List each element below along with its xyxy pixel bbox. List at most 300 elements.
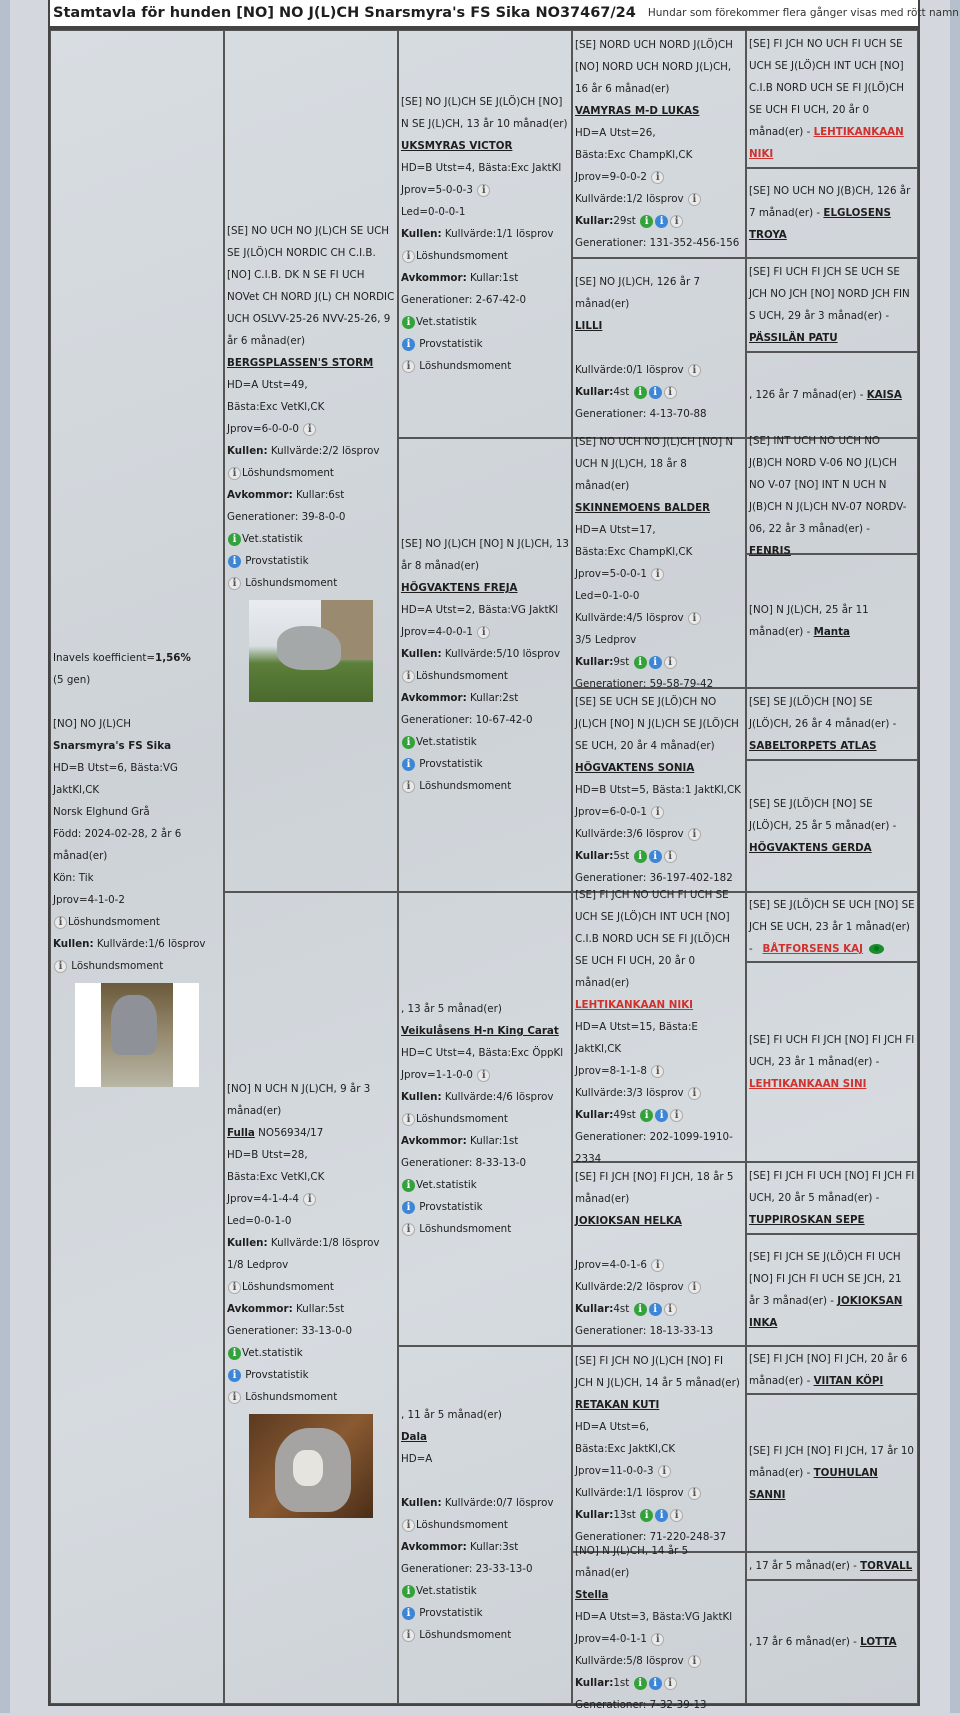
gp-ds-avkommor: Kullar:1st — [469, 1135, 519, 1147]
gp-dd-cell — [398, 1346, 572, 1704]
gp-dd-generations: Generationer: 23-33-13-0 — [401, 1563, 533, 1575]
sire-avkommor: Kullar:6st — [295, 489, 345, 501]
sire-kullen: Kullvärde:2/2 lösprov — [270, 445, 380, 457]
ggp-dsd-titles: [SE] FI JCH [NO] FI JCH, 18 år 5 månad(er) — [575, 1171, 734, 1205]
pedigree-grid — [48, 28, 920, 1711]
gp-sd-jprov: Jprov=4-0-0-1 — [401, 626, 473, 638]
ggp-sdd-kullar: 5st — [613, 850, 630, 862]
loshund-label[interactable]: Löshundsmoment — [416, 250, 508, 262]
ggp-dss-kullar: 49st — [613, 1109, 636, 1121]
gp-dd-avkommor: Kullar:3st — [469, 1541, 519, 1553]
info-gray-icon[interactable]: i — [688, 1487, 701, 1500]
info-blue-icon[interactable]: i — [228, 555, 241, 568]
info-gray-icon[interactable]: i — [664, 1677, 677, 1690]
gen4-text: [SE] SE J(LÖ)CH [NO] SE J(LÖ)CH, 25 år 5 månad(er) - — [749, 798, 897, 832]
ggp-ddd-generations: Generationer: 7-32-39-13 — [575, 1699, 707, 1711]
gp-dd-hd: HD=A — [401, 1453, 433, 1465]
prov-link[interactable]: Provstatistik — [419, 338, 483, 350]
info-gray-icon[interactable]: i — [651, 1633, 664, 1646]
gen4-name[interactable]: SABELTORPETS ATLAS — [749, 740, 877, 752]
info-green-icon[interactable]: i — [640, 215, 653, 228]
avkommor-label: Avkommor: — [401, 1541, 467, 1553]
gp-sd-name[interactable]: HÖGVAKTENS FREJA — [401, 582, 518, 594]
gen4-cell — [746, 435, 918, 557]
info-gray-icon[interactable]: i — [651, 1259, 664, 1272]
info-gray-icon[interactable]: i — [670, 1509, 683, 1522]
ggp-ssd-titles: [SE] NO J(L)CH, 126 år 7 månad(er) — [575, 276, 701, 310]
avkommor-label: Avkommor: — [401, 272, 467, 284]
info-gray-icon[interactable]: i — [228, 1391, 241, 1404]
gen4-name[interactable]: HÖGVAKTENS GERDA — [749, 842, 872, 854]
gp-ds-generations: Generationer: 8-33-13-0 — [401, 1157, 527, 1169]
gen4-name[interactable]: FENRIS — [749, 545, 791, 557]
info-blue-icon[interactable]: i — [655, 1109, 668, 1122]
gp-ss-avkommor: Kullar:1st — [469, 272, 519, 284]
subject-jprov: Jprov=4-1-0-2 — [53, 894, 125, 906]
gp-ds-kullen: Kullvärde:4/6 lösprov — [444, 1091, 554, 1103]
ggp-sds-titles: [SE] NO UCH NO J(L)CH [NO] N UCH N J(L)CH, 18 år 8 månad(er) — [575, 436, 734, 492]
kullen-label: Kullen: — [401, 1497, 442, 1509]
prov-link[interactable]: Provstatistik — [245, 1369, 309, 1381]
gp-ds-name[interactable]: Veikulåsens H-n King Carat — [401, 1025, 559, 1037]
info-green-icon[interactable]: i — [402, 736, 415, 749]
gp-ss-kullen: Kullvärde:1/1 lösprov — [444, 228, 554, 240]
gen4-text: [SE] FI JCH FI UCH [NO] FI JCH FI UCH, 20 år 5 månad(er) - — [749, 1170, 915, 1204]
info-gray-icon[interactable]: i — [664, 656, 677, 669]
info-blue-icon[interactable]: i — [655, 215, 668, 228]
gen4-text: [SE] FI JCH NO UCH FI UCH SE UCH SE J(LÖ)CH INT UCH [NO] C.I.B NORD UCH SE FI J(LÖ)CH SE UCH FI UCH, 20 år 0 månad(er) - — [749, 38, 905, 138]
sire-dog-photo[interactable] — [249, 600, 373, 702]
info-gray-icon[interactable]: i — [688, 1281, 701, 1294]
info-gray-icon[interactable]: i — [228, 577, 241, 590]
info-gray-icon[interactable]: i — [228, 467, 241, 480]
info-blue-icon[interactable]: i — [402, 1607, 415, 1620]
ggp-dss-titles: [SE] FI JCH NO UCH FI UCH SE UCH SE J(LÖ)CH INT UCH [NO] C.I.B NORD UCH SE FI J(LÖ)CH SE UCH FI UCH, 20 år 0 månad(er) — [575, 889, 731, 989]
gen4-name[interactable]: LEHTIKANKAAN SINI — [749, 1078, 867, 1090]
subject-kullen: Kullvärde:1/6 lösprov — [96, 938, 206, 950]
gp-sd-generations: Generationer: 10-67-42-0 — [401, 714, 533, 726]
gen4-text: [SE] FI JCH SE J(LÖ)CH FI UCH [NO] FI JCH FI UCH SE JCH, 21 år 3 månad(er) - — [749, 1251, 902, 1307]
loshund-label[interactable]: Löshundsmoment — [416, 670, 508, 682]
gen4-cell — [746, 1552, 918, 1580]
gen4-cell — [746, 962, 918, 1162]
sire-name[interactable]: BERGSPLASSEN'S STORM — [227, 357, 374, 369]
ggp-dds-kull: Kullvärde:1/1 lösprov — [575, 1487, 684, 1499]
ggp-sss-name[interactable]: VAMYRAS M-D LUKAS — [575, 105, 700, 117]
gen4-cell — [746, 1234, 918, 1346]
ggp-sdd-generations: Generationer: 36-197-402-182 — [575, 872, 733, 884]
subject-dog-photo[interactable] — [75, 983, 199, 1087]
gen4-text: [SE] FI JCH [NO] FI JCH, 17 år 10 månad(er) - — [749, 1445, 914, 1479]
loshund-label[interactable]: Löshundsmoment — [68, 916, 160, 928]
ggp-sds-cell — [572, 438, 746, 688]
ggp-sss-cell — [572, 30, 746, 258]
ggp-sss-generations: Generationer: 131-352-456-156 — [575, 237, 740, 249]
gen4-name[interactable]: JOKIOKSAN INKA — [749, 1295, 903, 1329]
gp-ds-cell — [398, 892, 572, 1346]
sire-titles: [SE] NO UCH NO J(L)CH SE UCH SE J(LÖ)CH NORDIC CH C.I.B. [NO] C.I.B. DK N SE FI UCH NOVet CH NORD J(L) CH NORDIC UCH OSLVV-25-26 NVV-25-26, 9 år 6 månad(er) — [227, 225, 395, 347]
info-blue-icon[interactable]: i — [649, 1677, 662, 1690]
inbreeding-value: 1,56% — [155, 652, 191, 664]
ggp-dss-jprov: Jprov=8-1-1-8 — [575, 1065, 647, 1077]
vet-link[interactable]: Vet.statistik — [416, 1179, 477, 1191]
ggp-sds-kull-led: 3/5 Ledprov — [575, 634, 637, 646]
gen4-cell — [746, 688, 918, 760]
gp-ss-led: Led=0-0-0-1 — [401, 206, 466, 218]
info-green-icon[interactable]: i — [640, 1109, 653, 1122]
ggp-dsd-kull: Kullvärde:2/2 lösprov — [575, 1281, 684, 1293]
info-gray-icon[interactable]: i — [402, 1519, 415, 1532]
avkommor-label: Avkommor: — [227, 489, 293, 501]
dam-cell — [224, 892, 398, 1704]
ggp-dds-titles: [SE] FI JCH NO J(L)CH [NO] FI JCH N J(L)CH, 14 år 5 månad(er) — [575, 1355, 740, 1389]
info-gray-icon[interactable]: i — [402, 360, 415, 373]
gen4-text: [SE] FI UCH FI JCH SE UCH SE JCH NO JCH [NO] NORD JCH FIN S UCH, 29 år 3 månad(er) - — [749, 266, 910, 322]
info-green-icon[interactable]: i — [640, 1509, 653, 1522]
ggp-dss-hd: HD=A Utst=15, Bästa:E JaktKl,CK — [575, 1021, 698, 1055]
gen4-name[interactable]: BÅTFORSENS KAJ — [762, 943, 863, 955]
info-gray-icon[interactable]: i — [477, 1069, 490, 1082]
info-green-icon[interactable]: i — [402, 316, 415, 329]
ggp-dds-kullar: 13st — [613, 1509, 636, 1521]
kullen-label: Kullen: — [227, 445, 268, 457]
loshund-label[interactable]: Löshundsmoment — [245, 577, 338, 589]
ggp-ssd-kull: Kullvärde:0/1 lösprov — [575, 364, 684, 376]
gen4-cell — [746, 760, 918, 892]
ggp-dsd-kullar: 4st — [613, 1303, 630, 1315]
ggp-dsd-jprov: Jprov=4-0-1-6 — [575, 1259, 647, 1271]
ggp-sss-basta: Bästa:Exc ChampKl,CK — [575, 149, 693, 161]
gp-dd-titles: , 11 år 5 månad(er) — [401, 1409, 502, 1421]
info-gray-icon[interactable]: i — [402, 1223, 415, 1236]
gen4-name[interactable]: PÄSSILÄN PATU — [749, 332, 838, 344]
ggp-ddd-name[interactable]: Stella — [575, 1589, 609, 1601]
ggp-ddd-kullar: 1st — [613, 1677, 630, 1689]
ggp-dds-jprov: Jprov=11-0-0-3 — [575, 1465, 654, 1477]
info-gray-icon[interactable]: i — [664, 850, 677, 863]
info-gray-icon[interactable]: i — [402, 780, 415, 793]
dam-dog-photo[interactable] — [249, 1414, 373, 1518]
info-blue-icon[interactable]: i — [655, 1509, 668, 1522]
gen4-name[interactable]: LEHTIKANKAAN NIKI — [749, 126, 904, 160]
gp-sd-titles: [SE] NO J(L)CH [NO] N J(L)CH, 13 år 8 månad(er) — [401, 538, 569, 572]
pedigree-header — [48, 0, 959, 28]
ggp-ddd-jprov: Jprov=4-0-1-1 — [575, 1633, 647, 1645]
right-border — [950, 0, 960, 1713]
gen4-text: [SE] SE J(LÖ)CH [NO] SE J(LÖ)CH, 26 år 4 månad(er) - — [749, 696, 897, 730]
ggp-dds-name[interactable]: RETAKAN KUTI — [575, 1399, 660, 1411]
ggp-dsd-name[interactable]: JOKIOKSAN HELKA — [575, 1215, 682, 1227]
ggp-sdd-hd: HD=B Utst=5, Bästa:1 JaktKl,CK — [575, 784, 741, 796]
gp-ss-name[interactable]: UKSMYRAS VICTOR — [401, 140, 513, 152]
ggp-sds-kullar: 9st — [613, 656, 630, 668]
gen4-name[interactable]: Manta — [813, 626, 850, 638]
ggp-dds-generations: Generationer: 71-220-248-37 — [575, 1531, 727, 1543]
dam-basta: Bästa:Exc VetKl,CK — [227, 1171, 325, 1183]
info-gray-icon[interactable]: i — [54, 960, 67, 973]
gen4-name[interactable]: TORVALL — [860, 1560, 913, 1572]
sire-jprov: Jprov=6-0-0-0 — [227, 423, 299, 435]
ggp-sss-titles: [SE] NORD UCH NORD J(LÖ)CH [NO] NORD UCH NORD J(L)CH, 16 år 6 månad(er) — [575, 39, 733, 95]
info-green-icon[interactable]: i — [402, 1179, 415, 1192]
gp-ss-cell — [398, 30, 572, 438]
subject-born-cont: månad(er) — [53, 850, 108, 862]
info-green-icon[interactable]: i — [228, 1347, 241, 1360]
gp-sd-cell — [398, 438, 572, 892]
loshund-label[interactable]: Löshundsmoment — [416, 1519, 508, 1531]
ggp-ddd-titles: [NO] N J(L)CH, 14 år 5 månad(er) — [575, 1545, 689, 1579]
ggp-sss-jprov: Jprov=9-0-0-2 — [575, 171, 647, 183]
kullar-label: Kullar: — [575, 215, 614, 227]
ggp-dss-cell — [572, 889, 746, 1165]
dam-hd: HD=B Utst=28, — [227, 1149, 308, 1161]
info-green-icon[interactable]: i — [634, 1677, 647, 1690]
ggp-sds-generations: Generationer: 59-58-79-42 — [575, 678, 714, 690]
gp-ds-hd: HD=C Utst=4, Bästa:Exc ÖppKl — [401, 1047, 564, 1059]
ggp-ssd-name[interactable]: LILLI — [575, 320, 603, 332]
gp-ss-jprov: Jprov=5-0-0-3 — [401, 184, 473, 196]
ggp-dss-kull: Kullvärde:3/3 lösprov — [575, 1087, 684, 1099]
dam-kullen: Kullvärde:1/8 lösprov — [270, 1237, 380, 1249]
vet-link[interactable]: Vet.statistik — [242, 533, 303, 545]
ggp-sds-kull: Kullvärde:4/5 lösprov — [575, 612, 684, 624]
ggp-ssd-cell — [572, 258, 746, 438]
ggp-sdd-name[interactable]: HÖGVAKTENS SONIA — [575, 762, 695, 774]
info-gray-icon[interactable]: i — [670, 1109, 683, 1122]
info-gray-icon[interactable]: i — [477, 626, 490, 639]
gen4-text: , 17 år 5 månad(er) - — [749, 1560, 861, 1572]
info-green-icon[interactable]: i — [634, 850, 647, 863]
subject-hd: HD=B Utst=6, Bästa:VG JaktKl,CK — [53, 762, 178, 796]
eye-icon[interactable] — [869, 944, 884, 954]
info-blue-icon[interactable]: i — [402, 758, 415, 771]
info-gray-icon[interactable]: i — [54, 916, 67, 929]
gen4-name[interactable]: VIITAN KÖPI — [813, 1375, 884, 1387]
info-blue-icon[interactable]: i — [402, 1201, 415, 1214]
sire-basta: Bästa:Exc VetKl,CK — [227, 401, 325, 413]
gp-sd-kullen: Kullvärde:5/10 lösprov — [444, 648, 561, 660]
prov-link[interactable]: Provstatistik — [419, 758, 483, 770]
sire-hd: HD=A Utst=49, — [227, 379, 308, 391]
info-gray-icon[interactable]: i — [402, 1629, 415, 1642]
gen4-name[interactable]: TOUHULAN SANNI — [749, 1467, 878, 1501]
info-gray-icon[interactable]: i — [228, 1281, 241, 1294]
loshund-label[interactable]: Löshundsmoment — [71, 960, 164, 972]
subject-breed: Norsk Elghund Grå — [53, 806, 150, 818]
info-green-icon[interactable]: i — [228, 533, 241, 546]
loshund-label[interactable]: Löshundsmoment — [245, 1391, 338, 1403]
ggp-sss-kull: Kullvärde:1/2 lösprov — [575, 193, 684, 205]
dam-name[interactable]: Fulla — [227, 1127, 255, 1139]
gen4-text: [SE] FI JCH [NO] FI JCH, 20 år 6 månad(er) - — [749, 1353, 908, 1387]
gen4-name[interactable]: KAISA — [866, 389, 902, 401]
ggp-ddd-cell — [572, 1545, 746, 1711]
ggp-ssd-kullar: 4st — [613, 386, 630, 398]
gp-ss-generations: Generationer: 2-67-42-0 — [401, 294, 527, 306]
ggp-sss-kullar: 29st — [613, 215, 636, 227]
loshund-label[interactable]: Löshundsmoment — [419, 1223, 512, 1235]
loshund-label[interactable]: Löshundsmoment — [419, 780, 512, 792]
kullen-label: Kullen: — [401, 1091, 442, 1103]
prov-link[interactable]: Provstatistik — [419, 1607, 483, 1619]
vet-link[interactable]: Vet.statistik — [416, 736, 477, 748]
kullen-label: Kullen: — [401, 648, 442, 660]
vet-link[interactable]: Vet.statistik — [242, 1347, 303, 1359]
gen4-cell — [746, 1346, 918, 1394]
gp-ss-titles: [SE] NO J(L)CH SE J(LÖ)CH [NO] N SE J(L)CH, 13 år 10 månad(er) — [401, 96, 568, 130]
gen4-cell — [746, 1394, 918, 1552]
ggp-sds-led: Led=0-1-0-0 — [575, 590, 640, 602]
loshund-label[interactable]: Löshundsmoment — [242, 1281, 334, 1293]
gen4-text: [SE] SE J(LÖ)CH SE UCH [NO] SE JCH SE UCH, 23 år 1 månad(er) - — [749, 899, 915, 955]
info-gray-icon[interactable]: i — [688, 364, 701, 377]
ggp-dds-cell — [572, 1346, 746, 1552]
gen4-cell — [746, 892, 918, 962]
page-title: Stamtavla för hunden [NO] NO J(L)CH Snarsmyra's FS Sika NO37467/24 — [53, 5, 636, 21]
loshund-label[interactable]: Löshundsmoment — [242, 467, 334, 479]
ggp-ddd-hd: HD=A Utst=3, Bästa:VG JaktKl — [575, 1611, 733, 1623]
sire-cell — [224, 30, 398, 892]
gp-sd-hd: HD=A Utst=2, Bästa:VG JaktKl — [401, 604, 559, 616]
prov-link[interactable]: Provstatistik — [245, 555, 309, 567]
info-blue-icon[interactable]: i — [228, 1369, 241, 1382]
info-gray-icon[interactable]: i — [651, 171, 664, 184]
kullar-label: Kullar: — [575, 1677, 614, 1689]
gen4-name[interactable]: LOTTA — [860, 1636, 897, 1648]
info-blue-icon[interactable]: i — [402, 338, 415, 351]
subject-titles: [NO] NO J(L)CH — [53, 718, 131, 730]
gen4-cell — [746, 1580, 918, 1704]
prov-link[interactable]: Provstatistik — [419, 1201, 483, 1213]
vet-link[interactable]: Vet.statistik — [416, 316, 477, 328]
ggp-sds-jprov: Jprov=5-0-0-1 — [575, 568, 647, 580]
info-gray-icon[interactable]: i — [402, 250, 415, 263]
info-gray-icon[interactable]: i — [303, 423, 316, 436]
info-blue-icon[interactable]: i — [649, 386, 662, 399]
kullar-label: Kullar: — [575, 1109, 614, 1121]
gen4-cell — [746, 1162, 918, 1234]
kullar-label: Kullar: — [575, 850, 614, 862]
generations-count: (5 gen) — [53, 674, 91, 686]
subject-sex: Kön: Tik — [53, 872, 94, 884]
inbreeding-label: Inavels koefficient= — [53, 652, 156, 664]
kullar-label: Kullar: — [575, 1509, 614, 1521]
subject-cell — [50, 30, 224, 1704]
dam-avkommor: Kullar:5st — [295, 1303, 345, 1315]
info-blue-icon[interactable]: i — [649, 850, 662, 863]
info-gray-icon[interactable]: i — [303, 1193, 316, 1206]
kullar-label: Kullar: — [575, 386, 614, 398]
gp-dd-name[interactable]: Dala — [401, 1431, 427, 1443]
info-gray-icon[interactable]: i — [664, 1303, 677, 1316]
info-blue-icon[interactable]: i — [649, 656, 662, 669]
dam-kullen-led: 1/8 Ledprov — [227, 1259, 289, 1271]
sire-generations: Generationer: 39-8-0-0 — [227, 511, 346, 523]
info-gray-icon[interactable]: i — [658, 1465, 671, 1478]
ggp-dss-generations: Generationer: 202-1099-1910-2334 — [575, 1131, 733, 1165]
ggp-sss-hd: HD=A Utst=26, — [575, 127, 656, 139]
gen4-name[interactable]: ELGLOSENS TROYA — [749, 207, 891, 241]
kullen-label: Kullen: — [401, 228, 442, 240]
info-gray-icon[interactable]: i — [664, 386, 677, 399]
info-gray-icon[interactable]: i — [402, 670, 415, 683]
loshund-label[interactable]: Löshundsmoment — [416, 1113, 508, 1125]
ggp-ddd-kull: Kullvärde:5/8 lösprov — [575, 1655, 684, 1667]
kullen-label: Kullen: — [227, 1237, 268, 1249]
info-gray-icon[interactable]: i — [688, 1087, 701, 1100]
gen4-text: [SE] NO UCH NO J(B)CH, 126 år 7 månad(er) - — [749, 185, 911, 219]
info-green-icon[interactable]: i — [634, 1303, 647, 1316]
ggp-sds-hd: HD=A Utst=17, — [575, 524, 656, 536]
info-gray-icon[interactable]: i — [402, 1113, 415, 1126]
info-gray-icon[interactable]: i — [651, 1065, 664, 1078]
ggp-sds-name[interactable]: SKINNEMOENS BALDER — [575, 502, 711, 514]
info-blue-icon[interactable]: i — [649, 1303, 662, 1316]
info-gray-icon[interactable]: i — [688, 612, 701, 625]
ggp-dsd-cell — [572, 1162, 746, 1346]
loshund-label[interactable]: Löshundsmoment — [419, 360, 512, 372]
info-gray-icon[interactable]: i — [670, 215, 683, 228]
gen4-text: , 17 år 6 månad(er) - — [749, 1636, 861, 1648]
gen4-cell — [746, 30, 918, 168]
ggp-dsd-generations: Generationer: 18-13-33-13 — [575, 1325, 714, 1337]
ggp-sdd-jprov: Jprov=6-0-0-1 — [575, 806, 647, 818]
info-gray-icon[interactable]: i — [688, 828, 701, 841]
gen4-text: [SE] INT UCH NO UCH NO J(B)CH NORD V-06 NO J(L)CH NO V-07 [NO] INT N UCH N J(B)CH N J(L)CH NV-07 NORDV-06, 22 år 3 månad(er) - — [749, 435, 907, 535]
gen4-text: , 126 år 7 månad(er) - — [749, 389, 867, 401]
info-gray-icon[interactable]: i — [477, 184, 490, 197]
dam-generations: Generationer: 33-13-0-0 — [227, 1325, 353, 1337]
gen4-cell — [746, 258, 918, 352]
vet-link[interactable]: Vet.statistik — [416, 1585, 477, 1597]
gp-ds-jprov: Jprov=1-1-0-0 — [401, 1069, 473, 1081]
gen4-text: [NO] N J(L)CH, 25 år 11 månad(er) - — [749, 604, 869, 638]
ggp-dds-basta: Bästa:Exc JaktKl,CK — [575, 1443, 676, 1455]
avkommor-label: Avkommor: — [401, 1135, 467, 1147]
info-green-icon[interactable]: i — [634, 386, 647, 399]
ggp-sdd-titles: [SE] SE UCH SE J(LÖ)CH NO J(L)CH [NO] N J(L)CH SE J(LÖ)CH SE UCH, 20 år 4 månad(er) — [575, 696, 739, 752]
info-gray-icon[interactable]: i — [688, 1655, 701, 1668]
dam-titles: [NO] N UCH N J(L)CH, 9 år 3 månad(er) — [227, 1083, 371, 1117]
kullen-label: Kullen: — [53, 938, 94, 950]
left-border — [0, 0, 10, 1713]
avkommor-label: Avkommor: — [227, 1303, 293, 1315]
info-green-icon[interactable]: i — [634, 656, 647, 669]
ggp-sdd-cell — [572, 688, 746, 892]
ggp-dds-hd: HD=A Utst=6, — [575, 1421, 650, 1433]
gp-ss-hd: HD=B Utst=4, Bästa:Exc JaktKl — [401, 162, 562, 174]
gp-ds-titles: , 13 år 5 månad(er) — [401, 1003, 502, 1015]
gen4-cell — [746, 168, 918, 258]
info-green-icon[interactable]: i — [402, 1585, 415, 1598]
loshund-label[interactable]: Löshundsmoment — [419, 1629, 512, 1641]
info-gray-icon[interactable]: i — [651, 806, 664, 819]
gen4-cell — [746, 554, 918, 688]
avkommor-label: Avkommor: — [401, 692, 467, 704]
ggp-sdd-kull: Kullvärde:3/6 lösprov — [575, 828, 684, 840]
gp-dd-kullen: Kullvärde:0/7 lösprov — [444, 1497, 554, 1509]
kullar-label: Kullar: — [575, 1303, 614, 1315]
dam-reg: NO56934/17 — [258, 1127, 324, 1139]
ggp-sds-basta: Bästa:Exc ChampKl,CK — [575, 546, 693, 558]
ggp-ssd-generations: Generationer: 4-13-70-88 — [575, 408, 707, 420]
ggp-dss-name[interactable]: LEHTIKANKAAN NIKI — [575, 999, 694, 1011]
gen4-name[interactable]: TUPPIROSKAN SEPE — [749, 1214, 865, 1226]
dam-jprov: Jprov=4-1-4-4 — [227, 1193, 299, 1205]
info-gray-icon[interactable]: i — [651, 568, 664, 581]
header-note: Hundar som förekommer flera gånger visas med rött namn — [647, 7, 959, 19]
info-gray-icon[interactable]: i — [688, 193, 701, 206]
